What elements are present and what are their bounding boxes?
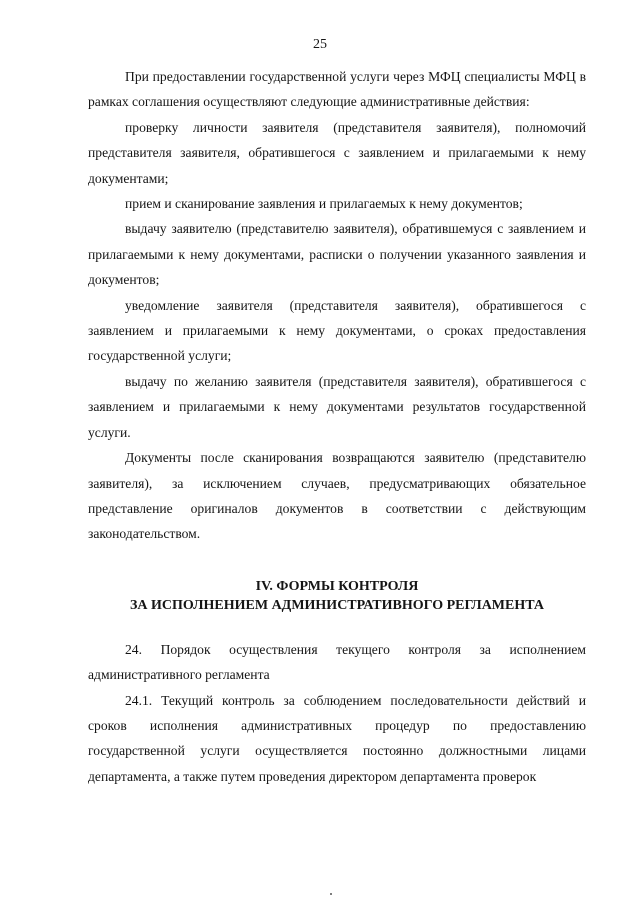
page-number: 25 [313,37,327,52]
section-heading-line-2: ЗА ИСПОЛНЕНИЕМ АДМИНИСТРАТИВНОГО РЕГЛАМЕНТА [130,597,544,613]
paragraph-documents-returned: Документы после сканирования возвращаются заявителю (представителю заявителя), за исключением случаев, предусматривающих обязательное представление оригиналов документов в соответствии с действующим законодательством. [88,450,586,542]
paragraph-identity-check: проверку личности заявителя (представителя заявителя), полномочий представителя заявителя, обратившегося с заявлением и прилагаемыми к нему документами; [88,119,586,186]
paragraph-results: выдачу по желанию заявителя (представителя заявителя), обратившегося с заявлением и прилагаемыми к нему документами результатов государственной услуги. [88,373,586,440]
section-heading [88,577,586,615]
paragraph-scanning: прием и сканирование заявления и прилагаемых к нему документов; [125,196,523,212]
paragraph-item-24-1: 24.1. Текущий контроль за соблюдением последовательности действий и сроков исполнения административных процедур по предоставлению государственной услуги осуществляется постоянно должностными лицами департамента, а также путем проведения директором департамента проверок [88,692,586,784]
section-heading-line-1: IV. ФОРМЫ КОНТРОЛЯ [255,578,419,594]
paragraph-mfc-intro: При предоставлении государственной услуги через МФЦ специалисты МФЦ в рамках соглашения осуществляют следующие административные действия: [88,69,586,110]
paragraph-receipt: выдачу заявителю (представителю заявителя), обратившемуся с заявлением и прилагаемыми к нему документами, расписки о получении указанного заявления и документов; [88,221,586,288]
document-body [88,64,586,789]
scan-speck [330,893,332,895]
paragraph-item-24: 24. Порядок осуществления текущего контроля за исполнением административного регламента [88,641,586,683]
paragraph-notification: уведомление заявителя (представителя заявителя), обратившегося с заявлением и прилагаемыми к нему документами, о сроках предоставления государственной услуги; [88,297,586,364]
